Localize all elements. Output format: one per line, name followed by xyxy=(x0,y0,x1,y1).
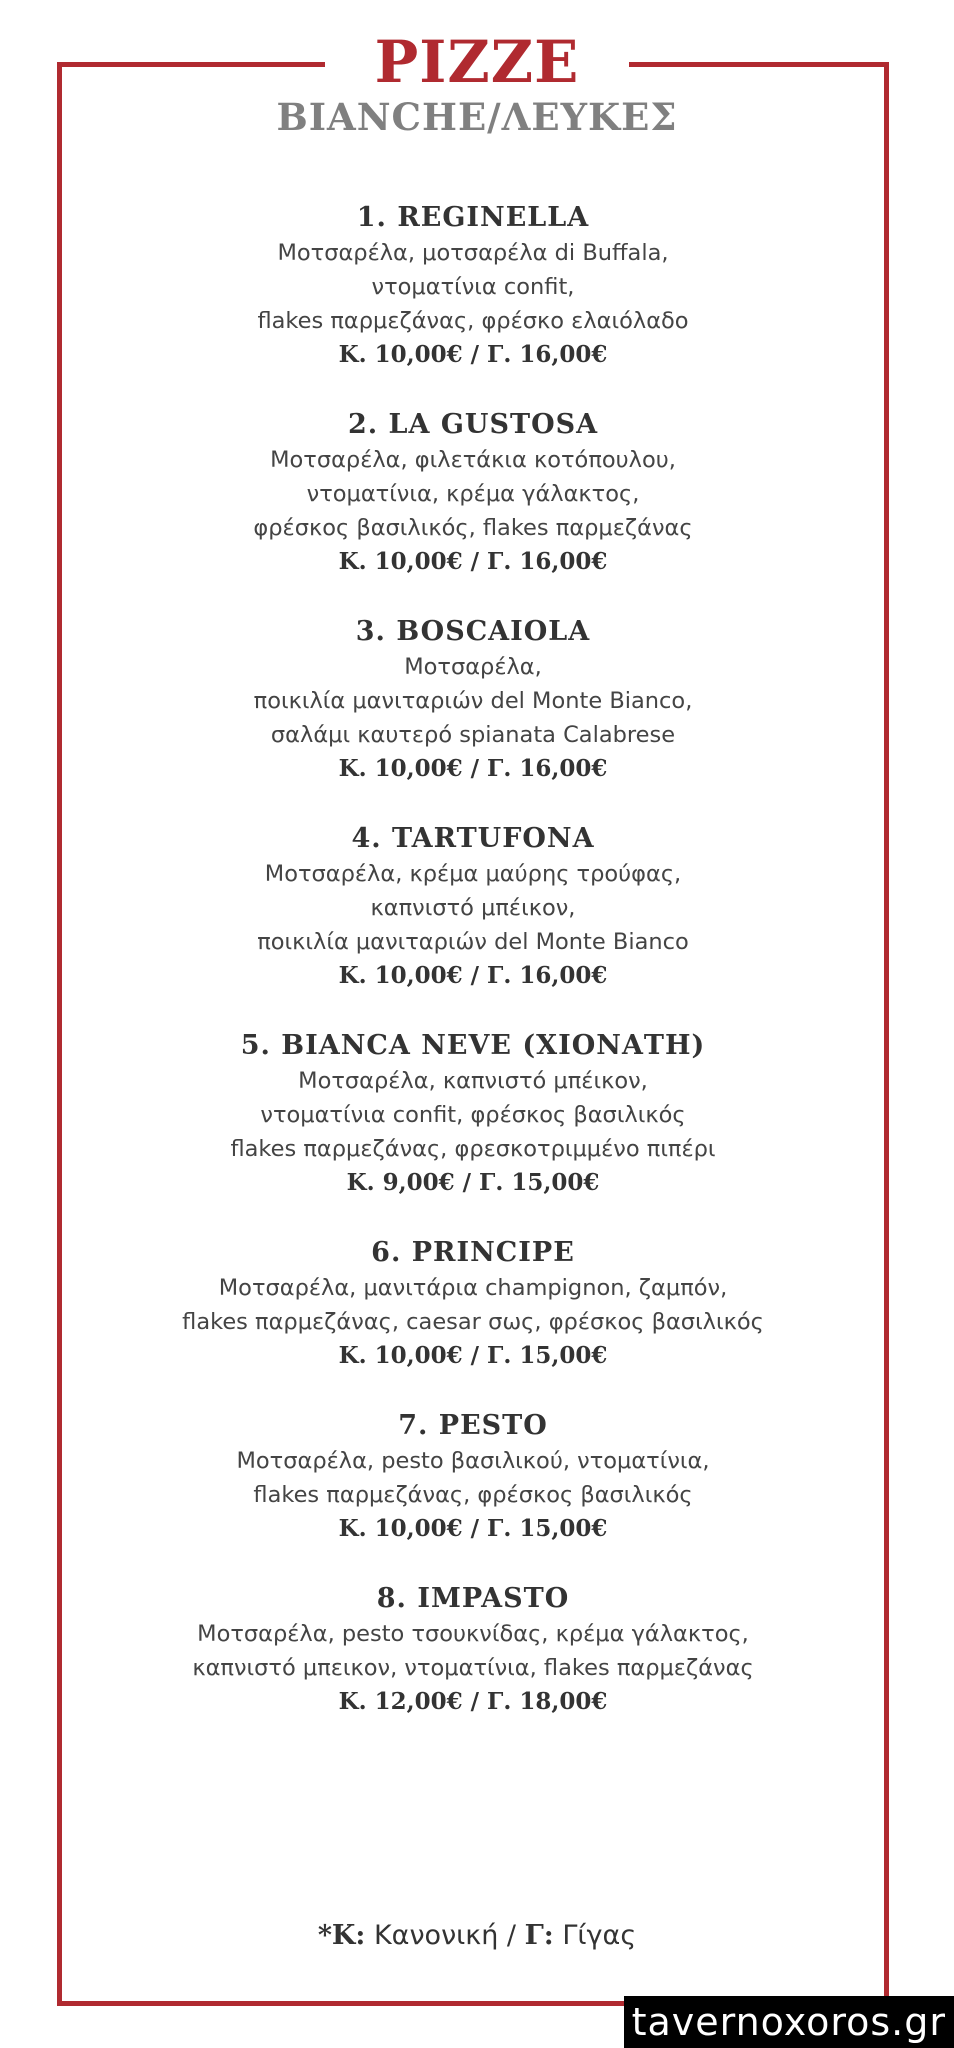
item-name: 4. TARTUFONA xyxy=(351,823,595,854)
item-ingredients-line: ποικιλία μανιταριών del Monte Bianco, xyxy=(253,688,693,714)
item-ingredients-line: flakes παρμεζάνας, φρεσκοτριμμένο πιπέρι xyxy=(230,1136,716,1162)
item-ingredients-line: Μοτσαρέλα, xyxy=(404,654,542,680)
menu-item xyxy=(57,1581,889,1719)
item-name: 6. PRINCIPE xyxy=(371,1237,575,1268)
item-price: Κ. 10,00€ / Γ. 16,00€ xyxy=(338,548,608,575)
regular-size-key: *Κ: xyxy=(317,1920,366,1951)
item-ingredients-line: ντοματίνια confit, φρέσκος βασιλικός xyxy=(260,1102,686,1128)
menu-item xyxy=(57,614,889,786)
item-price: Κ. 10,00€ / Γ. 15,00€ xyxy=(338,1515,608,1542)
menu-subtitle: BIANCHE/ΛΕΥΚΕΣ xyxy=(276,95,678,139)
menu-item xyxy=(57,407,889,579)
item-ingredients-line: flakes παρμεζάνας, φρέσκος βασιλικός xyxy=(253,1482,693,1508)
menu-item xyxy=(57,1028,889,1200)
regular-size-label: Κανονική xyxy=(373,1920,499,1951)
item-name: 3. BOSCAIOLA xyxy=(355,616,591,647)
item-ingredients-line: flakes παρμεζάνας, caesar σως, φρέσκος βασιλικός xyxy=(182,1309,764,1335)
item-ingredients-line: Μοτσαρέλα, φιλετάκια κοτόπουλου, xyxy=(270,447,676,473)
item-ingredients-line: Μοτσαρέλα, καπνιστό μπέικον, xyxy=(298,1068,648,1094)
item-ingredients-line: καπνιστό μπεικον, ντοματίνια, flakes παρμεζάνας xyxy=(192,1655,754,1681)
item-price: Κ. 12,00€ / Γ. 18,00€ xyxy=(338,1688,608,1715)
menu-item xyxy=(57,200,889,372)
item-ingredients-line: Μοτσαρέλα, κρέμα μαύρης τρούφας, xyxy=(264,861,682,887)
legend-separator: / xyxy=(506,1920,517,1951)
item-name: 8. IMPASTO xyxy=(376,1583,570,1614)
menu-title: PIZZE xyxy=(374,28,580,96)
item-name: 5. BIANCA NEVE (ΧΙΟΝΑΤΗ) xyxy=(240,1030,706,1061)
item-ingredients-line: Μοτσαρέλα, μοτσαρέλα di Buffala, xyxy=(277,240,669,266)
giant-size-label: Γίγας xyxy=(562,1920,637,1951)
item-price: Κ. 10,00€ / Γ. 16,00€ xyxy=(338,341,608,368)
item-ingredients-line: φρέσκος βασιλικός, flakes παρμεζάνας xyxy=(253,515,693,541)
item-ingredients-line: Μοτσαρέλα, pesto βασιλικού, ντοματίνια, xyxy=(236,1448,710,1474)
item-name: 2. LA GUSTOSA xyxy=(347,409,599,440)
item-ingredients-line: σαλάμι καυτερό spianata Calabrese xyxy=(270,722,676,748)
item-name: 7. PESTO xyxy=(398,1410,548,1441)
item-price: Κ. 10,00€ / Γ. 15,00€ xyxy=(338,1342,608,1369)
item-ingredients-line: ντοματίνια, κρέμα γάλακτος, xyxy=(306,481,640,507)
menu-list xyxy=(57,200,889,1754)
item-price: Κ. 10,00€ / Γ. 16,00€ xyxy=(338,755,608,782)
item-name: 1. REGINELLA xyxy=(356,202,590,233)
item-ingredients-line: Μοτσαρέλα, pesto τσουκνίδας, κρέμα γάλακτος, xyxy=(197,1621,749,1647)
menu-item xyxy=(57,821,889,993)
item-ingredients-line: flakes παρμεζάνας, φρέσκο ελαιόλαδο xyxy=(257,308,689,334)
item-ingredients-line: ντοματίνια confit, xyxy=(371,274,575,300)
item-price: Κ. 10,00€ / Γ. 16,00€ xyxy=(338,962,608,989)
item-ingredients-line: καπνιστό μπέικον, xyxy=(370,895,576,921)
site-watermark: tavernoxoros.gr xyxy=(624,1996,954,2048)
menu-item xyxy=(57,1408,889,1546)
menu-item xyxy=(57,1235,889,1373)
item-ingredients-line: ποικιλία μανιταριών del Monte Bianco xyxy=(257,929,689,955)
item-ingredients-line: Μοτσαρέλα, μανιτάρια champignon, ζαμπόν, xyxy=(218,1275,728,1301)
size-legend-footnote xyxy=(0,1916,954,1956)
giant-size-key: Γ: xyxy=(524,1920,554,1951)
item-price: Κ. 9,00€ / Γ. 15,00€ xyxy=(346,1169,600,1196)
